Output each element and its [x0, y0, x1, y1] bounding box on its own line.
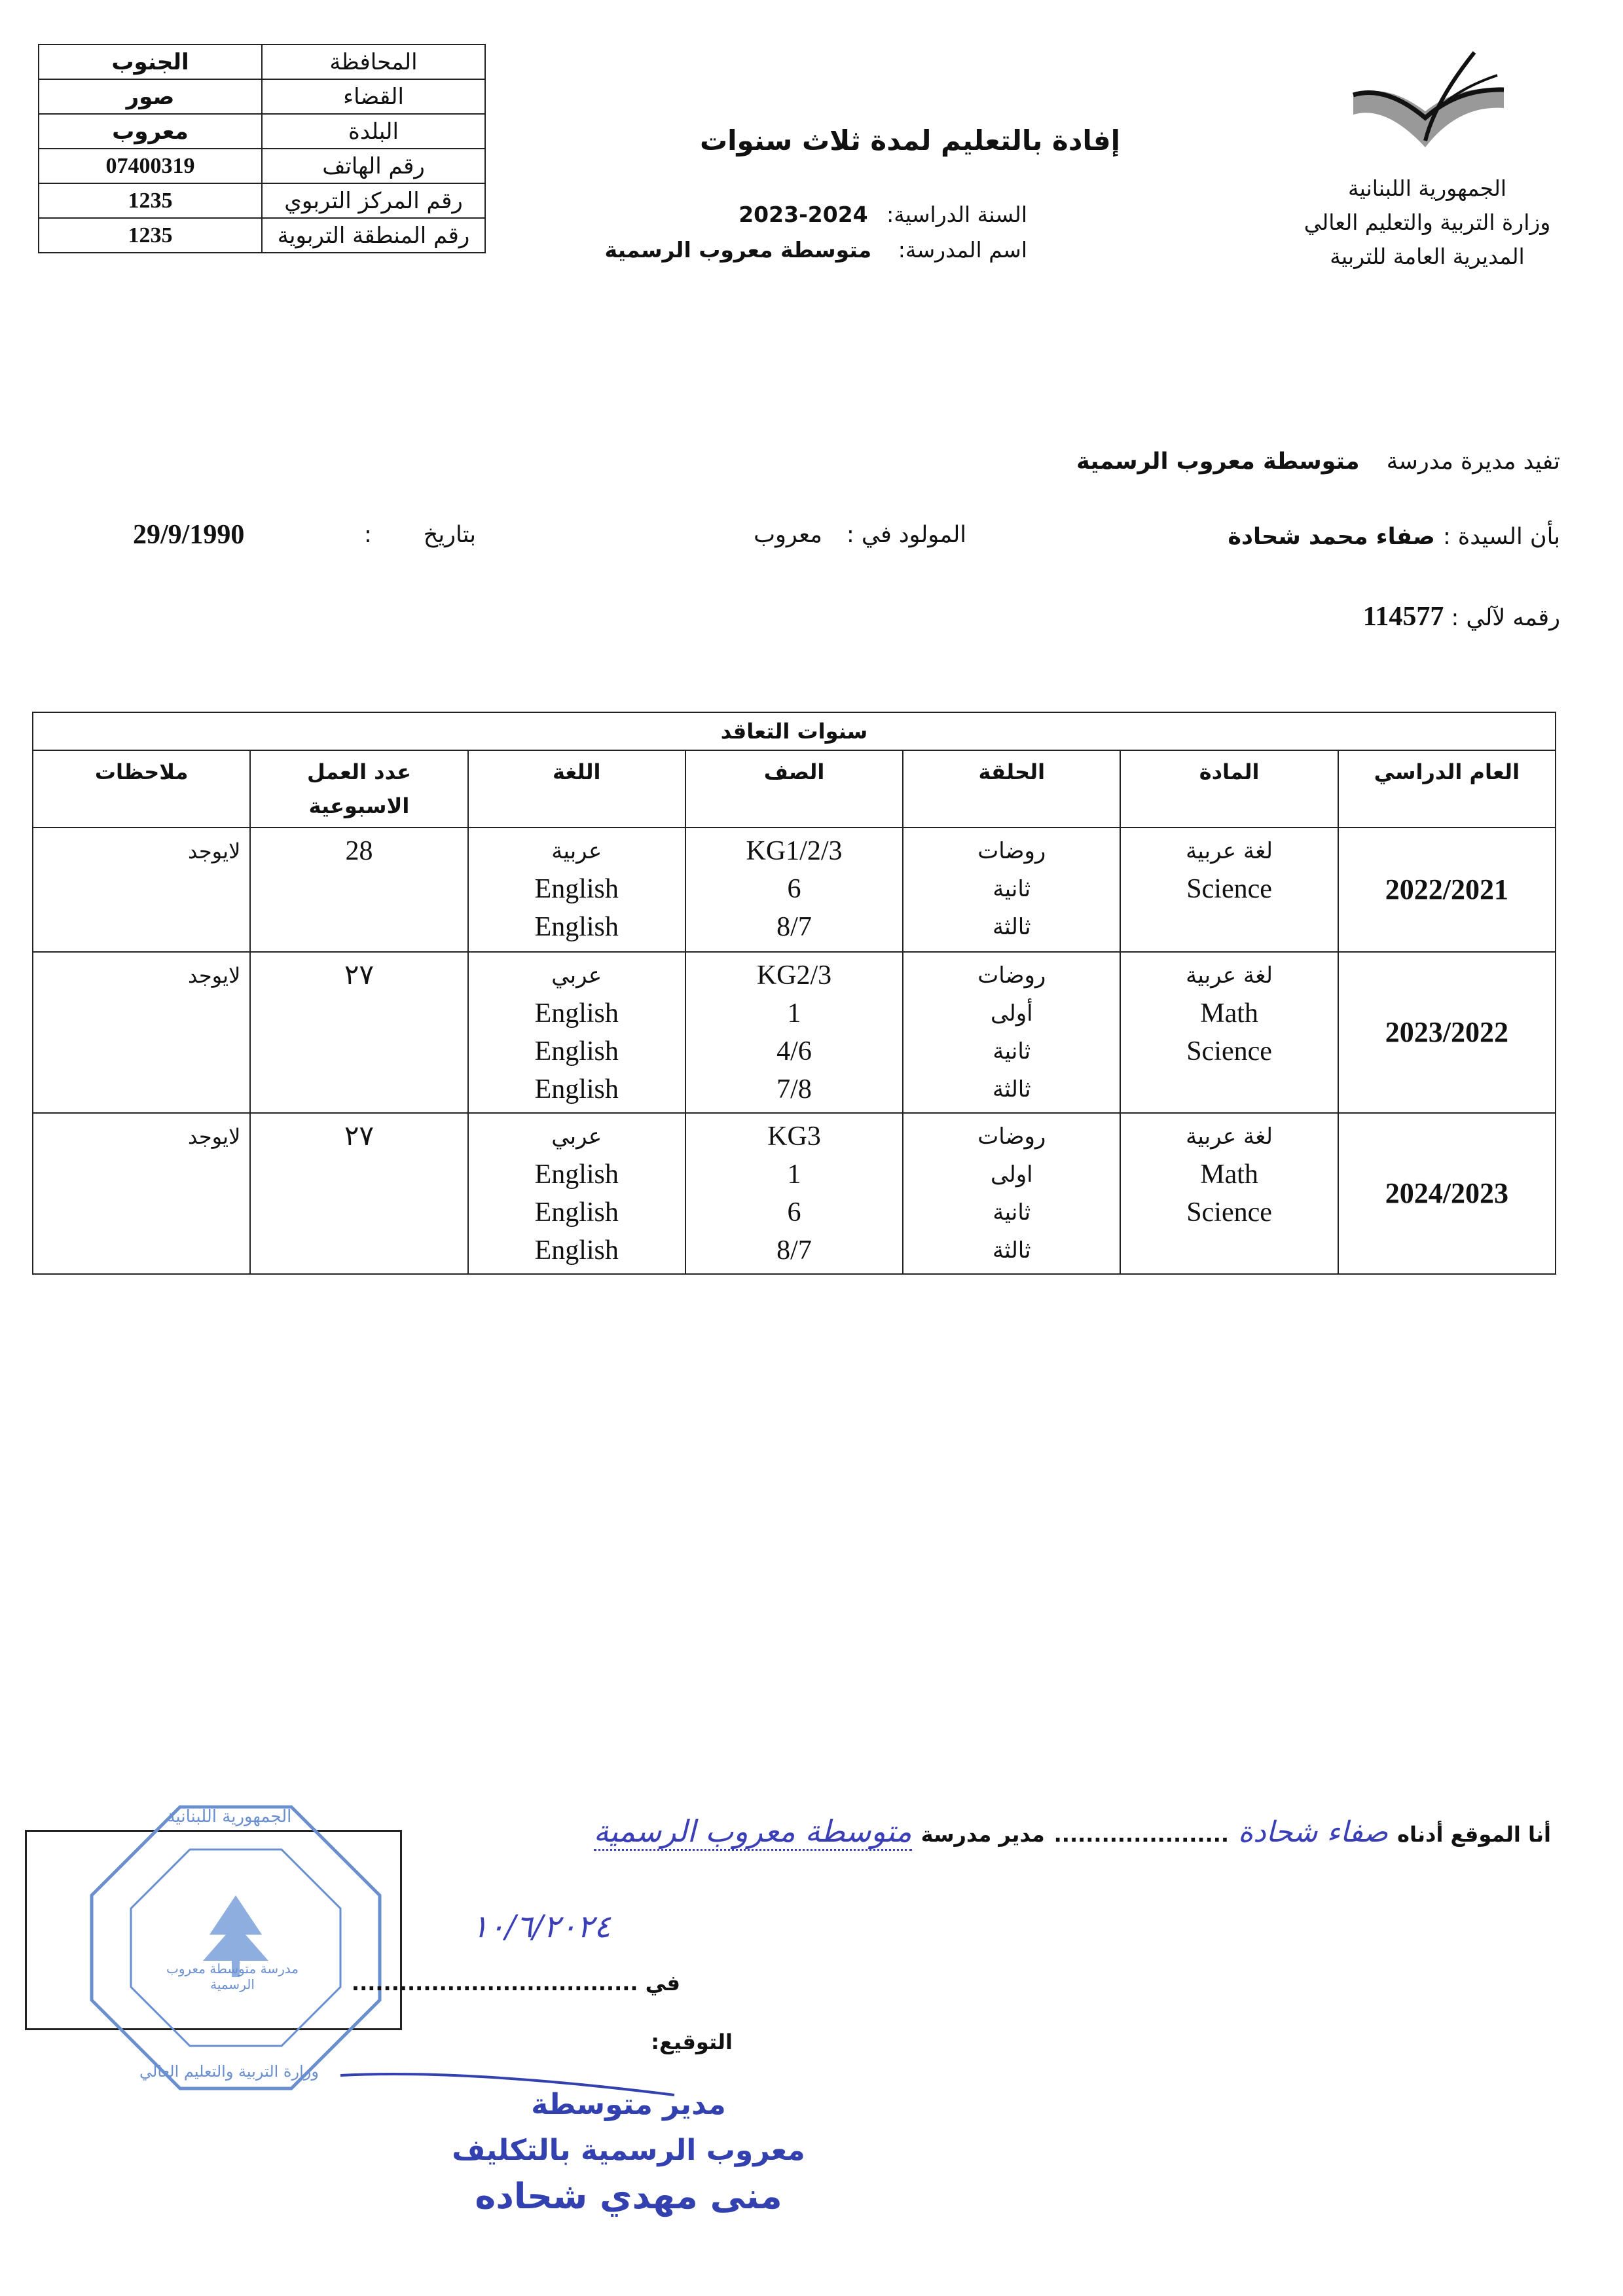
- column-header: اللغة: [468, 750, 685, 828]
- seal-text-middle: مدرسة متوسطة معروب الرسمية: [166, 1961, 299, 1992]
- subject-cell: [1120, 828, 1338, 952]
- cell-line: English: [534, 874, 619, 904]
- info-row: [39, 149, 485, 183]
- language-cell: [468, 828, 685, 952]
- certifies-label: تفيد مديرة مدرسة: [1386, 448, 1560, 475]
- handwritten-date: ١٠/٦/٢٠٢٤: [471, 1908, 611, 1945]
- id-label: رقمه لآلي :: [1451, 605, 1560, 631]
- school-name-value: متوسطة معروب الرسمية: [604, 237, 872, 263]
- cell-line: English: [534, 998, 619, 1029]
- year-cell: 2024/2023: [1338, 1113, 1556, 1274]
- cell-line: 6: [787, 1197, 801, 1228]
- birthplace-label: المولود في :: [847, 522, 966, 548]
- year-cell: 2023/2022: [1338, 952, 1556, 1113]
- ministry-logo-icon: [1347, 49, 1510, 157]
- subject-cell: [1120, 952, 1338, 1113]
- cell-line: أولى: [991, 1000, 1033, 1027]
- cell-line: English: [534, 1074, 619, 1104]
- cycle-cell: [903, 828, 1120, 952]
- undersigned-label: أنا الموقع أدناه: [1397, 1822, 1551, 1847]
- language-cell: [468, 1113, 685, 1274]
- ministry-line: الجمهورية اللبنانية: [1347, 175, 1507, 201]
- hours-cell: 28: [250, 828, 467, 952]
- ministry-line: المديرية العامة للتربية: [1330, 244, 1525, 269]
- document-title: إفادة بالتعليم لمدة ثلاث سنوات: [699, 124, 1121, 156]
- column-header: الصف: [685, 750, 903, 828]
- person-line: [1228, 524, 1560, 550]
- info-label: البلدة: [262, 114, 485, 149]
- birth-date-label: بتاريخ: [423, 522, 476, 548]
- id-value: 114577: [1362, 602, 1444, 632]
- cell-line: Science: [1186, 874, 1272, 904]
- cell-line: ثانية: [993, 1038, 1031, 1065]
- cell-line: English: [534, 1235, 619, 1266]
- certifies-line: [1076, 448, 1560, 475]
- cell-line: روضات: [977, 962, 1046, 989]
- cell-line: لغة عربية: [1186, 838, 1273, 864]
- handwritten-school: متوسطة معروب الرسمية: [594, 1813, 912, 1851]
- undersigned-line: [594, 1813, 1551, 1851]
- info-value: 07400319: [39, 149, 262, 183]
- school-year-label: السنة الدراسية:: [886, 202, 1027, 227]
- hours-cell: ٢٧: [250, 1113, 467, 1274]
- cell-line: اولى: [991, 1161, 1033, 1188]
- hours-cell: ٢٧: [250, 952, 467, 1113]
- cycle-cell: [903, 952, 1120, 1113]
- column-header: الحلقة: [903, 750, 1120, 828]
- table-caption: سنوات التعاقد: [33, 712, 1556, 750]
- info-value: الجنوب: [39, 45, 262, 79]
- notes-cell: لايوجد: [33, 952, 250, 1113]
- seal-text-bottom: وزارة التربية والتعليم العالي: [139, 2062, 319, 2081]
- cell-line: KG2/3: [756, 960, 832, 991]
- info-value: 1235: [39, 183, 262, 218]
- info-row: [39, 79, 485, 114]
- birthplace-value: معروب: [754, 522, 822, 548]
- table-row: [33, 1113, 1556, 1274]
- notes-cell: لايوجد: [33, 1113, 250, 1274]
- school-year-value: 2024-2023: [739, 202, 868, 227]
- seal-text-top: الجمهورية اللبنانية: [166, 1807, 292, 1827]
- table-row: [33, 828, 1556, 952]
- cell-line: English: [534, 912, 619, 942]
- class-cell: [685, 952, 903, 1113]
- ministry-line: وزارة التربية والتعليم العالي: [1304, 210, 1551, 235]
- cell-line: لغة عربية: [1186, 1123, 1273, 1150]
- official-seal-icon: [82, 1797, 390, 2098]
- cell-line: ثالثة: [992, 1237, 1031, 1264]
- birth-date-colon: :: [364, 522, 372, 548]
- stamp-line: معروب الرسمية بالتكليف: [452, 2134, 805, 2167]
- notes-cell: لايوجد: [33, 828, 250, 952]
- info-label: رقم المنطقة التربوية: [262, 218, 485, 253]
- ministry-header: [1264, 172, 1591, 274]
- column-header: العام الدراسي: [1338, 750, 1556, 828]
- stamp-line: منى مهدي شحاده: [475, 2176, 782, 2217]
- class-cell: [685, 1113, 903, 1274]
- birth-date-value: 29/9/1990: [133, 520, 245, 550]
- signature-label: التوقيع:: [651, 2030, 733, 2054]
- info-row: [39, 218, 485, 253]
- school-info-table: [38, 44, 486, 253]
- date-on-line: [352, 1971, 680, 1995]
- cell-line: Science: [1186, 1036, 1272, 1066]
- school-name-label: اسم المدرسة:: [898, 237, 1027, 263]
- birthplace: [754, 522, 966, 548]
- cell-line: لغة عربية: [1186, 962, 1273, 989]
- school-year: [739, 202, 1027, 227]
- cell-line: عربية: [551, 838, 602, 864]
- dots: ....................................: [351, 1971, 638, 1995]
- info-value: معروب: [39, 114, 262, 149]
- cell-line: Math: [1200, 998, 1258, 1029]
- director-of-label: مدير مدرسة: [921, 1822, 1045, 1847]
- cell-line: ثانية: [993, 1199, 1031, 1226]
- info-label: رقم الهاتف: [262, 149, 485, 183]
- person-label: بأن السيدة :: [1442, 524, 1560, 550]
- year-cell: 2022/2021: [1338, 828, 1556, 952]
- info-label: رقم المركز التربوي: [262, 183, 485, 218]
- language-cell: [468, 952, 685, 1113]
- id-line: [1363, 601, 1560, 632]
- info-row: [39, 114, 485, 149]
- info-label: القضاء: [262, 79, 485, 114]
- info-value: صور: [39, 79, 262, 114]
- cell-line: 6: [787, 874, 801, 904]
- cell-line: ثالثة: [992, 1076, 1031, 1102]
- stamp-line: مدير متوسطة: [531, 2088, 726, 2121]
- table-row: [33, 952, 1556, 1113]
- cell-line: 7/8: [776, 1074, 812, 1104]
- column-header: عدد العمل الاسبوعية: [250, 750, 467, 828]
- cell-line: ثانية: [993, 876, 1031, 902]
- info-label: المحافظة: [262, 45, 485, 79]
- cell-line: Science: [1186, 1197, 1272, 1228]
- cell-line: English: [534, 1197, 619, 1228]
- person-name: صفاء محمد شحادة: [1228, 524, 1435, 550]
- certifies-school: متوسطة معروب الرسمية: [1076, 448, 1360, 475]
- cell-line: English: [534, 1036, 619, 1066]
- on-label: في: [645, 1971, 680, 1995]
- handwritten-name: صفاء شحادة: [1238, 1815, 1389, 1849]
- column-header: المادة: [1120, 750, 1338, 828]
- cell-line: روضات: [977, 838, 1046, 864]
- cell-line: 1: [787, 998, 801, 1029]
- cell-line: عربي: [551, 962, 602, 989]
- info-row: [39, 183, 485, 218]
- class-cell: [685, 828, 903, 952]
- cell-line: 4/6: [776, 1036, 812, 1066]
- info-value: 1235: [39, 218, 262, 253]
- contract-years-table: [32, 712, 1556, 1275]
- cell-line: Math: [1200, 1159, 1258, 1190]
- cell-line: KG3: [767, 1121, 821, 1152]
- cell-line: KG1/2/3: [746, 836, 843, 866]
- cell-line: روضات: [977, 1123, 1046, 1150]
- cell-line: English: [534, 1159, 619, 1190]
- cell-line: عربي: [551, 1123, 602, 1150]
- dots: ......................: [1053, 1822, 1230, 1847]
- column-header: ملاحظات: [33, 750, 250, 828]
- info-row: [39, 45, 485, 79]
- cycle-cell: [903, 1113, 1120, 1274]
- signature-stamp: [432, 2082, 825, 2219]
- cell-line: 8/7: [776, 1235, 812, 1266]
- cell-line: 8/7: [776, 912, 812, 942]
- school-name: [604, 237, 1027, 263]
- cell-line: 1: [787, 1159, 801, 1190]
- subject-cell: [1120, 1113, 1338, 1274]
- cell-line: ثالثة: [992, 914, 1031, 940]
